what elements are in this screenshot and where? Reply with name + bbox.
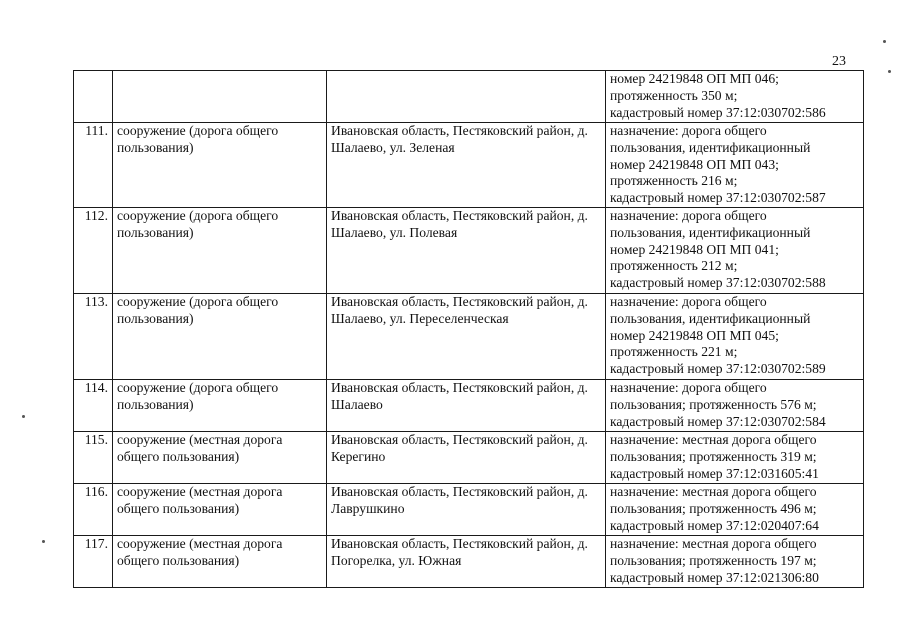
object-name-cell: сооружение (дорога общего пользования) (113, 208, 327, 294)
description-line: назначение: местная дорога общего (610, 536, 817, 551)
description-line: назначение: дорога общего (610, 208, 767, 223)
object-name-cell: сооружение (дорога общего пользования) (113, 294, 327, 380)
table-row-continuation (74, 71, 864, 123)
description-line: пользования, идентификационный (610, 139, 811, 155)
description-line: кадастровый номер 37:12:030702:586 (610, 104, 826, 120)
object-name-cell: сооружение (местная дорога общего пользования) (113, 432, 327, 484)
description-line: назначение: местная дорога общего (610, 432, 817, 447)
description-line: пользования; протяженность 496 м; (610, 500, 817, 516)
description-cell (606, 484, 864, 536)
address-cell: Ивановская область, Пестяковский район, д. Лаврушкино (327, 484, 606, 536)
page-number: 23 (832, 54, 846, 69)
row-number-cell: 114. (74, 380, 113, 432)
description-line: пользования; протяженность 576 м; (610, 396, 817, 412)
row-number-cell: 113. (74, 294, 113, 380)
scan-speck (883, 40, 886, 43)
description-line: кадастровый номер 37:12:030702:587 (610, 190, 826, 206)
description-line: пользования, идентификационный (610, 224, 811, 240)
scan-speck (888, 70, 891, 73)
scan-speck (42, 540, 45, 543)
description-line: протяженность 350 м; (610, 87, 738, 103)
description-line: назначение: дорога общего (610, 294, 767, 309)
row-number-cell: 115. (74, 432, 113, 484)
table-row (74, 208, 864, 294)
description-cell (606, 380, 864, 432)
description-cell (606, 294, 864, 380)
description-line: протяженность 216 м; (610, 173, 738, 189)
description-line: номер 24219848 ОП МП 041; (610, 241, 779, 257)
description-cell (606, 432, 864, 484)
address-cell: Ивановская область, Пестяковский район, д. Керегино (327, 432, 606, 484)
row-number-cell: 112. (74, 208, 113, 294)
description-line: пользования, идентификационный (610, 310, 811, 326)
object-name-cell: сооружение (местная дорога общего пользования) (113, 484, 327, 536)
description-line: пользования; протяженность 197 м; (610, 552, 817, 568)
description-line: назначение: дорога общего (610, 123, 767, 138)
address-cell (327, 71, 606, 123)
description-line: протяженность 212 м; (610, 258, 738, 274)
address-cell: Ивановская область, Пестяковский район, д. Шалаево, ул. Переселенческая (327, 294, 606, 380)
description-line: кадастровый номер 37:12:021306:80 (610, 569, 819, 585)
table-row (74, 123, 864, 208)
table-row (74, 294, 864, 380)
row-number-cell: 116. (74, 484, 113, 536)
description-line: кадастровый номер 37:12:031605:41 (610, 465, 819, 481)
description-line: номер 24219848 ОП МП 043; (610, 156, 779, 172)
table-row (74, 536, 864, 588)
table-row (74, 432, 864, 484)
table-row (74, 380, 864, 432)
description-line: кадастровый номер 37:12:030702:588 (610, 275, 826, 291)
row-number-cell: 117. (74, 536, 113, 588)
description-line: кадастровый номер 37:12:030702:589 (610, 361, 826, 377)
description-line: кадастровый номер 37:12:020407:64 (610, 517, 819, 533)
description-line: назначение: местная дорога общего (610, 484, 817, 499)
description-line: номер 24219848 ОП МП 045; (610, 327, 779, 343)
description-cell (606, 536, 864, 588)
address-cell: Ивановская область, Пестяковский район, д. Шалаево, ул. Полевая (327, 208, 606, 294)
address-cell: Ивановская область, Пестяковский район, д. Шалаево, ул. Зеленая (327, 123, 606, 208)
object-name-cell: сооружение (местная дорога общего пользования) (113, 536, 327, 588)
description-cell (606, 71, 864, 123)
description-line: кадастровый номер 37:12:030702:584 (610, 413, 826, 429)
row-number-cell: 111. (74, 123, 113, 208)
table-row (74, 484, 864, 536)
object-name-cell: сооружение (дорога общего пользования) (113, 380, 327, 432)
address-cell: Ивановская область, Пестяковский район, д. Погорелка, ул. Южная (327, 536, 606, 588)
description-cell (606, 123, 864, 208)
object-name-cell: сооружение (дорога общего пользования) (113, 123, 327, 208)
description-line: протяженность 221 м; (610, 344, 738, 360)
address-cell: Ивановская область, Пестяковский район, д. Шалаево (327, 380, 606, 432)
scan-speck (22, 415, 25, 418)
description-cell (606, 208, 864, 294)
description-line: номер 24219848 ОП МП 046; (610, 71, 779, 86)
object-name-cell (113, 71, 327, 123)
property-registry-table (73, 70, 864, 588)
row-number-cell (74, 71, 113, 123)
description-line: пользования; протяженность 319 м; (610, 448, 817, 464)
description-line: назначение: дорога общего (610, 380, 767, 395)
